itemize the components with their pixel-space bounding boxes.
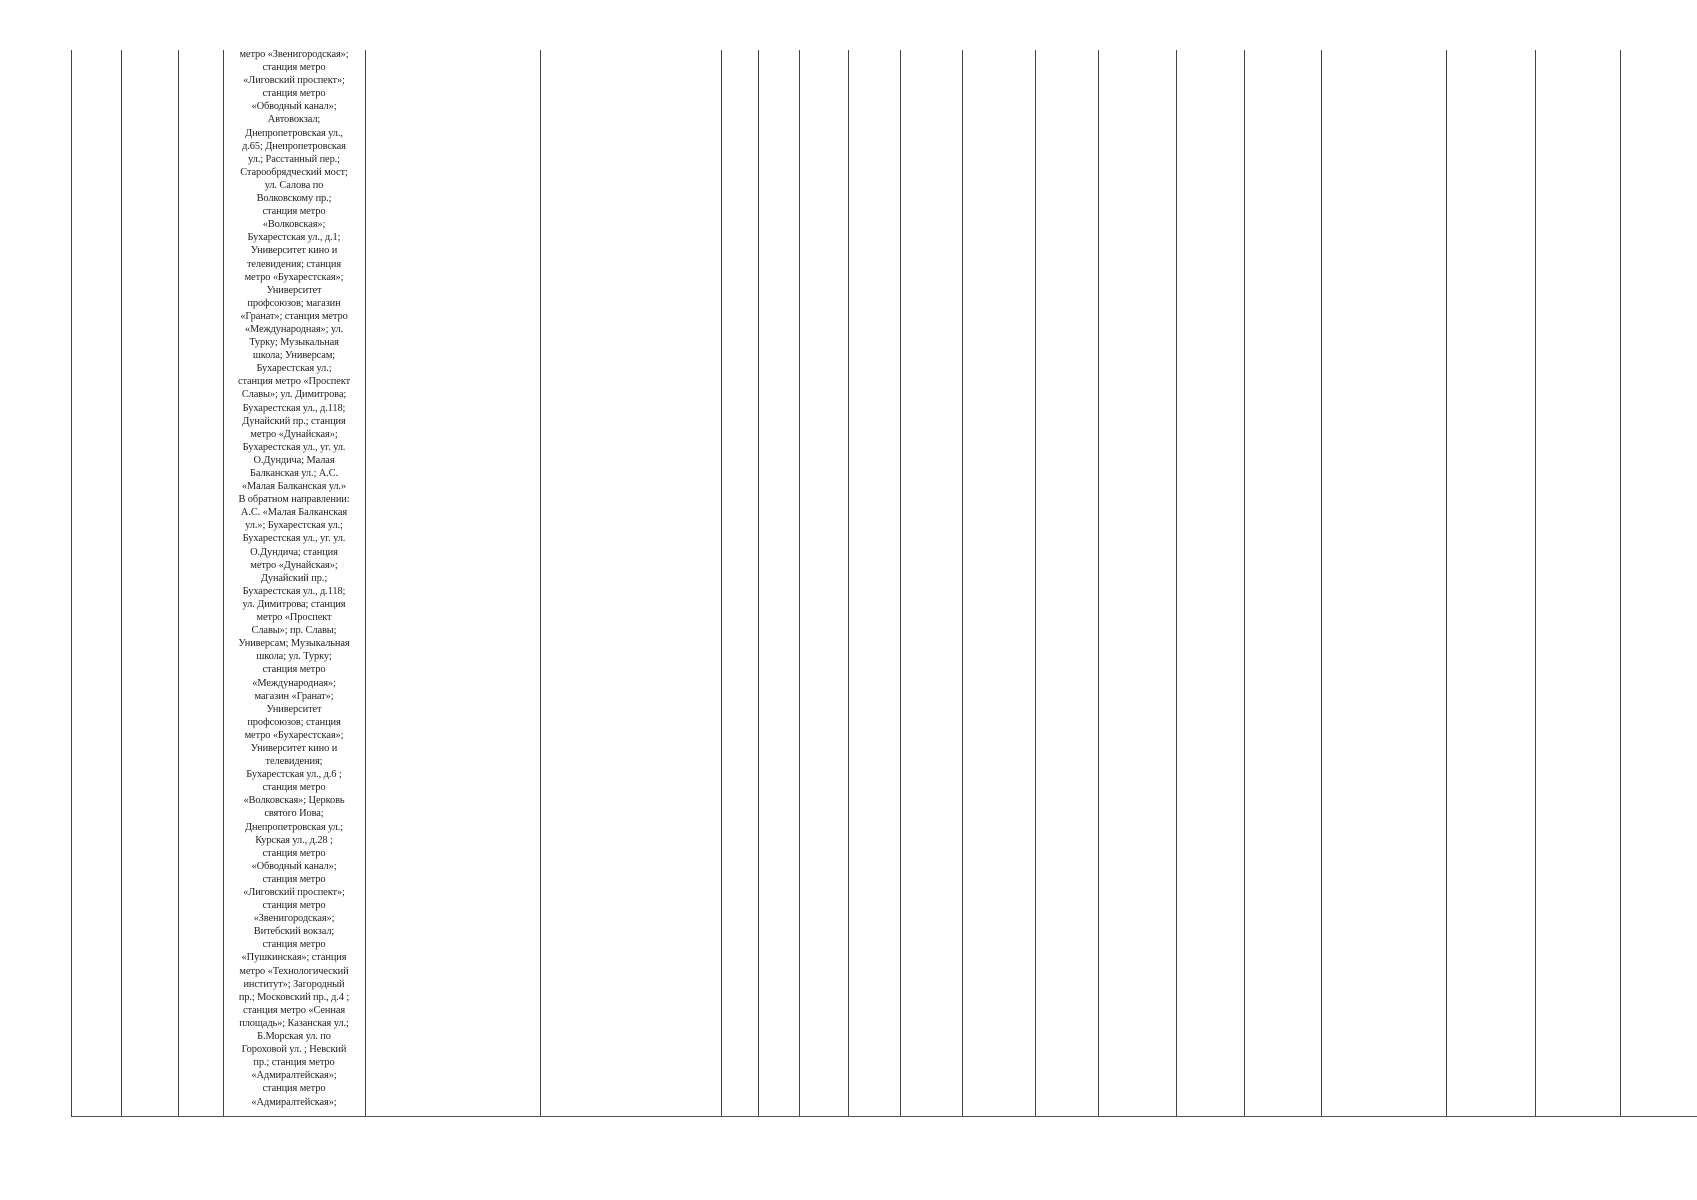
column-divider — [1035, 50, 1036, 1116]
column-divider — [1535, 50, 1536, 1116]
column-divider — [900, 50, 901, 1116]
column-divider — [799, 50, 800, 1116]
column-divider — [1620, 50, 1621, 1116]
column-divider — [121, 50, 122, 1116]
column-divider — [1098, 50, 1099, 1116]
column-divider — [540, 50, 541, 1116]
column-divider — [178, 50, 179, 1116]
column-divider — [962, 50, 963, 1116]
column-divider — [721, 50, 722, 1116]
route-stops-cell: метро «Звенигородская»; станция метро «Лиговский проспект»; станция метро «Обводный канал»; Автовокзал; Днепропетровская ул., д.65; Днепропетровская ул.; Расстанный пер.; Старообрядческий мост; ул. Салова по Волковскому пр.; станция метро «Волковская»; Бухарестская ул., д.1; Университет кино и телевидения; станция метро «Бухарестская»; Университет профсоюзов; магазин «Гранат»; станция метро «Международная»; ул. Турку; Музыкальная школа; Универсам; Бухарестская ул.; станция метро «Проспект Славы»; ул. Димитрова; Бухарестская ул., д.118; Дунайский пр.; станция метро «Дунайская»; Бухарестская ул., уг. ул. О.Дундича; Малая Балканская ул.; А.С. «Малая Балканская ул.» В обратном направлении: А.С. «Малая Балканская ул.»; Бухарестская ул.; Бухарестская ул., уг. ул. О.Дундича; станция метро «Дунайская»; Дунайский пр.; Бухарестская ул., д.118; ул. Димитрова; станция метро «Проспект Славы»; пр. Славы; Универсам; Музыкальная школа; ул. Турку; станция метро «Международная»; магазин «Гранат»; Университет профсоюзов; станция метро «Бухарестская»; Университет кино и телевидения; Бухарестская ул., д.6 ; станция метро «Волковская»; Церковь святого Иова; Днепропетровская ул.; Курская ул., д.28 ; станция метро «Обводный канал»; станция метро «Лиговский проспект»; станция метро «Звенигородская»; Витебский вокзал; станция метро «Пушкинская»; станция метро «Технологический институт»; Загородный пр.; Московский пр., д.4 ; станция метро «Сенная площадь»; Казанская ул.; Б.Морская ул. по Гороховой ул. ; Невский пр.; станция метро «Адмиралтейская»; станция метро «Адмиралтейская»; — [237, 49, 351, 1108]
column-divider — [1244, 50, 1245, 1116]
column-divider — [1176, 50, 1177, 1116]
column-divider — [71, 50, 72, 1116]
column-divider — [1446, 50, 1447, 1116]
route-table — [71, 50, 1697, 1117]
column-divider — [365, 50, 366, 1116]
column-divider — [848, 50, 849, 1116]
column-divider — [758, 50, 759, 1116]
column-divider — [1321, 50, 1322, 1116]
